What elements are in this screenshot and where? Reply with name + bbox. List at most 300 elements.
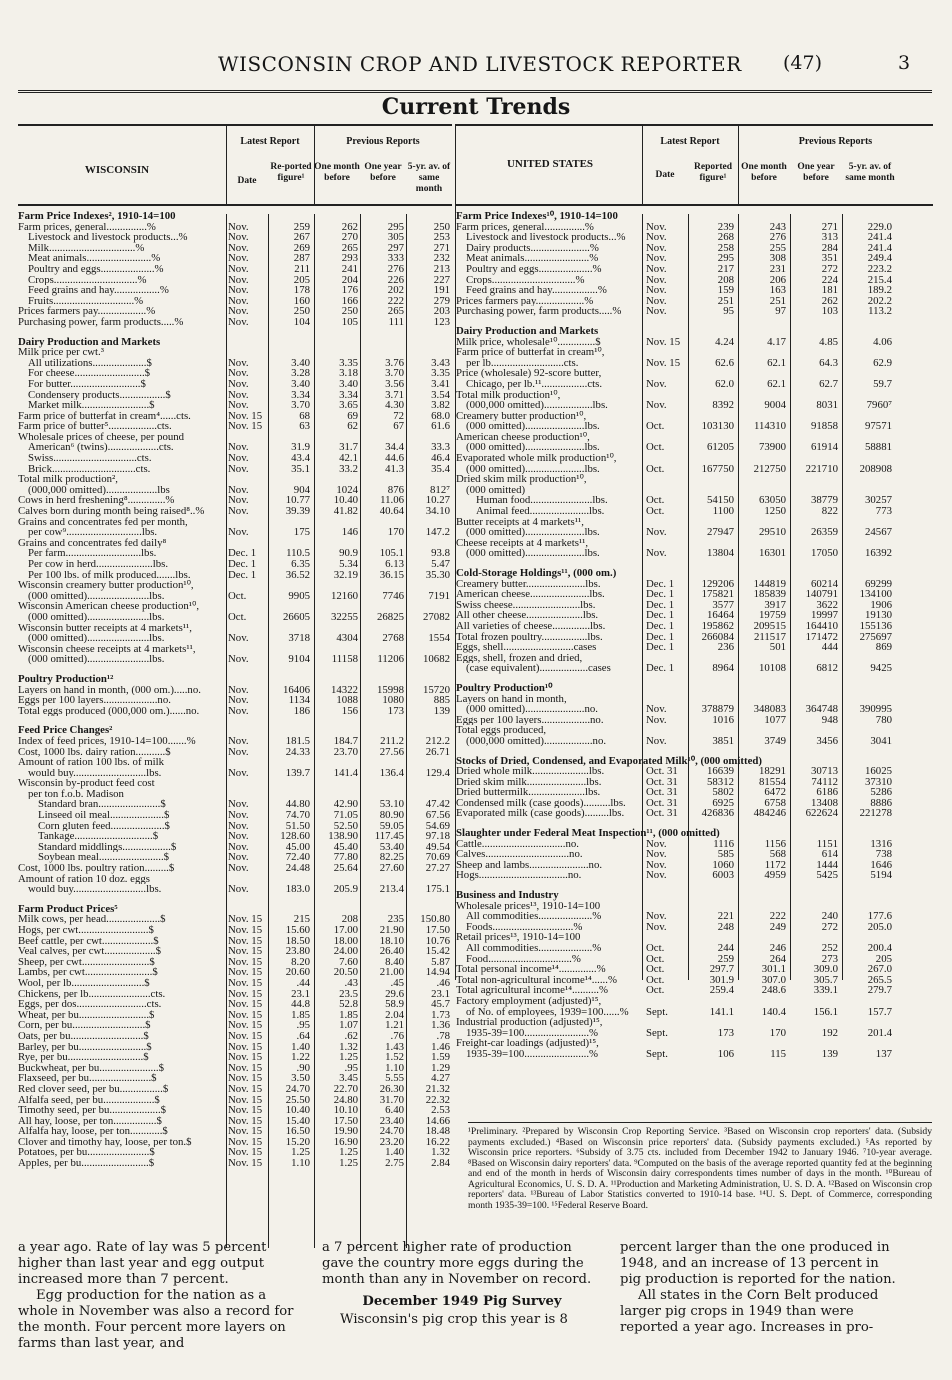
row-value: 21.90 — [379, 924, 404, 936]
row-value: 364748 — [805, 703, 838, 716]
row-value: 221710 — [805, 462, 838, 475]
row-label: Corn, per bu...........................$ — [18, 1020, 151, 1031]
row-label: 1935-39=100........................% — [466, 1027, 599, 1039]
row-date: Nov. — [228, 653, 249, 666]
table-row — [456, 485, 933, 496]
row-value: 231 — [769, 262, 786, 275]
row-date: Nov. 15 — [228, 998, 263, 1011]
section-title: Dairy Production and Markets — [18, 335, 161, 348]
row-value: 24.48 — [285, 862, 310, 875]
row-date: Dec. 1 — [228, 568, 257, 581]
row-value: .45 — [390, 976, 404, 989]
row-value: 58.9 — [385, 998, 404, 1011]
row-value: 301.9 — [709, 973, 734, 986]
row-label: Milk cows, per head....................$ — [18, 914, 166, 925]
row-label: Eggs, shell..........................cases — [456, 642, 597, 653]
row-date: Nov. 15 — [228, 924, 263, 936]
row-date: Nov. — [646, 837, 667, 850]
row-label: Grains and concentrates fed daily⁸ — [18, 537, 167, 549]
row-value: 1.29 — [431, 1061, 450, 1074]
row-date: Nov. — [228, 483, 249, 496]
row-value: 95 — [723, 305, 734, 318]
row-value: 156 — [341, 704, 358, 717]
row-value: 1134 — [288, 694, 310, 707]
row-label: Evaporated milk (case goods).........lbs. — [456, 808, 625, 820]
row-value: 36.15 — [379, 568, 404, 581]
row-label: All commodities....................% — [466, 943, 602, 954]
row-value: 246 — [769, 942, 786, 954]
row-value: 110.5 — [286, 547, 310, 560]
row-value: 181.5 — [285, 734, 310, 747]
row-value: 8.40 — [385, 955, 404, 968]
row-value: .95 — [344, 1061, 358, 1074]
row-value: 3.50 — [291, 1072, 310, 1085]
row-value: 1.46 — [431, 1040, 450, 1053]
row-value: 622624 — [805, 807, 838, 820]
table-row — [456, 285, 933, 296]
row-value: 252 — [821, 942, 838, 954]
row-value: 138.90 — [328, 830, 358, 843]
row-value: 876 — [387, 483, 404, 496]
table-row — [456, 474, 933, 485]
row-label: Total agricultural income¹⁴..........% — [456, 985, 608, 996]
row-value: 217 — [717, 262, 734, 275]
row-value: 202 — [387, 284, 404, 297]
row-label: Food...............................% — [466, 953, 581, 965]
row-date: Nov. — [646, 547, 667, 560]
row-value: 26359 — [811, 526, 838, 539]
row-value: 297.7 — [709, 963, 734, 976]
row-value: 201.4 — [867, 1026, 892, 1039]
row-value: 156.1 — [813, 1005, 838, 1018]
row-value: 41.3 — [385, 462, 404, 475]
row-value: 9905 — [288, 589, 310, 602]
row-value: 32.19 — [333, 568, 358, 581]
row-value: 35.30 — [425, 568, 450, 581]
row-value: 305.7 — [813, 973, 838, 986]
row-value: 67 — [393, 420, 404, 433]
row-value: 23.40 — [379, 1114, 404, 1127]
row-label: Corn gluten feed....................$ — [38, 820, 170, 832]
table-row — [18, 1158, 452, 1169]
row-value: 3.76 — [385, 356, 404, 369]
page-title: Current Trends — [381, 94, 571, 120]
row-value: 3.35 — [339, 356, 358, 369]
table-row — [456, 911, 933, 922]
row-date: Nov. 15 — [228, 913, 263, 926]
row-value: .90 — [296, 1061, 310, 1074]
row-value: 16464 — [707, 609, 734, 622]
row-date: Dec. 1 — [646, 662, 675, 675]
row-value: 275697 — [859, 630, 892, 643]
row-label: (000,000 omitted)...................lbs — [28, 484, 170, 496]
table-row — [456, 495, 933, 506]
table-row — [456, 777, 933, 788]
row-date: Nov. — [646, 734, 667, 747]
row-value: 97571 — [865, 420, 892, 433]
table-row — [456, 964, 933, 975]
row-value: .62 — [344, 1029, 358, 1042]
row-value: 2.04 — [385, 1008, 404, 1021]
row-value: 738 — [875, 848, 892, 861]
row-value: 141.1 — [709, 1005, 734, 1018]
row-value: 14.94 — [425, 966, 450, 979]
row-date: Nov. 15 — [646, 335, 681, 348]
row-value: 276 — [769, 231, 786, 244]
row-value: 25.50 — [285, 1093, 310, 1106]
row-date: Nov. — [646, 273, 667, 286]
row-label: Price (wholesale) 92-score butter, — [456, 368, 602, 379]
row-value: 21.00 — [379, 966, 404, 979]
row-value: 378879 — [701, 703, 734, 716]
row-value: 146 — [341, 526, 358, 539]
row-value: 333 — [387, 252, 404, 265]
row-label: Wisconsin cheese receipts at 4 markets¹¹, — [18, 643, 196, 655]
table-row — [18, 747, 452, 758]
row-value: 250 — [433, 220, 450, 233]
row-value: 5.87 — [431, 955, 450, 968]
row-label: Wisconsin by-product feed cost — [18, 778, 155, 789]
row-value: 284 — [821, 241, 838, 254]
row-date: Nov. — [228, 505, 249, 518]
row-value: 3749 — [764, 734, 786, 747]
previous-reports-header: Previous Reports — [798, 136, 873, 147]
row-value: 15998 — [377, 683, 404, 696]
row-label: Farm prices, general...............% — [456, 221, 594, 233]
row-value: 251 — [717, 294, 734, 307]
row-label: Poultry and eggs....................% — [28, 263, 164, 275]
row-date: Nov. — [228, 851, 249, 864]
row-value: 128.60 — [280, 830, 310, 843]
row-date: Oct. — [646, 942, 665, 954]
row-value: 1.85 — [291, 1008, 310, 1021]
table-row — [456, 442, 933, 453]
row-date: Nov. 15 — [228, 1072, 263, 1085]
row-value: 1.43 — [385, 1040, 404, 1053]
row-value: 780 — [875, 713, 892, 726]
row-value: 390995 — [859, 703, 892, 716]
row-date: Oct. — [646, 441, 665, 454]
row-value: 6.13 — [385, 558, 404, 570]
row-label: Eggs, per dos..........................cts. — [18, 999, 162, 1010]
row-value: 6.35 — [291, 558, 310, 570]
row-value: 6.40 — [385, 1104, 404, 1117]
row-value: 137 — [875, 1047, 892, 1060]
row-label: Farm price of butterfat in cream¹⁰, — [456, 347, 605, 358]
row-value: 171472 — [805, 630, 838, 643]
row-label: Rye, per bu............................$ — [18, 1052, 149, 1063]
row-value: 273 — [821, 952, 838, 965]
row-value: 5194 — [870, 869, 892, 882]
row-date: Nov. 15 — [228, 1114, 263, 1127]
row-date: Oct. — [646, 420, 665, 433]
row-value: 7960⁷ — [866, 399, 892, 412]
row-value: 31.70 — [379, 1093, 404, 1106]
row-date: Nov. — [228, 526, 249, 539]
publication-title: WISCONSIN CROP AND LIVESTOCK REPORTER — [218, 52, 742, 76]
row-date: Nov. 15 — [228, 409, 263, 422]
table-row — [456, 922, 933, 933]
row-value: 211 — [294, 262, 310, 275]
row-value: 1088 — [336, 694, 358, 707]
row-date: Nov. — [646, 252, 667, 265]
table-row — [456, 1017, 933, 1028]
table-row — [18, 527, 452, 538]
row-label: Lambs, per cwt.........................$ — [18, 967, 158, 978]
page-header — [18, 52, 932, 93]
row-date: Nov. — [228, 241, 249, 254]
row-value: 3.18 — [339, 367, 358, 380]
row-value: 9425 — [870, 662, 892, 675]
table-row — [18, 1084, 452, 1095]
row-value: 614 — [821, 848, 838, 861]
table-row — [18, 421, 452, 432]
row-date: Nov. — [228, 819, 249, 832]
row-date: Nov. — [646, 848, 667, 861]
row-value: 16392 — [865, 547, 892, 560]
row-value: 3.40 — [291, 377, 310, 390]
row-label: Retail prices¹³, 1910-14=100 — [456, 932, 581, 943]
reported-header: Re-ported figure¹ — [270, 162, 312, 183]
row-value: 221278 — [859, 807, 892, 820]
row-date: Sept. — [646, 1047, 668, 1060]
row-value: 23.70 — [333, 745, 358, 758]
row-label: Dried whole milk.....................lbs. — [456, 766, 605, 777]
row-value: 14.66 — [425, 1114, 450, 1127]
row-label: (000 omitted)......................lbs. — [466, 463, 600, 475]
row-value: 123 — [433, 315, 450, 328]
row-label: Total eggs produced, — [456, 725, 547, 736]
row-value: 69 — [347, 409, 358, 422]
row-value: 3.45 — [339, 1072, 358, 1085]
row-label: Total non-agricultural income¹⁴......% — [456, 974, 617, 986]
row-value: 240 — [821, 910, 838, 923]
row-value: 200.4 — [867, 942, 892, 954]
row-value: 62.6 — [715, 356, 734, 369]
row-value: 3.70 — [385, 367, 404, 380]
row-label: (000,000 omitted)..................no. — [466, 735, 607, 747]
row-label: Flaxseed, per bu.......................$ — [18, 1073, 157, 1084]
row-value: 35.1 — [291, 462, 310, 475]
row-value: 2.53 — [431, 1104, 450, 1117]
row-value: 106 — [717, 1047, 734, 1060]
row-value: 15.42 — [425, 945, 450, 958]
row-value: 71.05 — [333, 809, 358, 822]
row-value: 3.40 — [291, 356, 310, 369]
row-date: Nov. 15 — [228, 955, 263, 968]
row-value: 1.52 — [385, 1051, 404, 1064]
table-row — [18, 379, 452, 390]
row-value: 6812 — [816, 662, 838, 675]
row-value: 1024 — [336, 483, 358, 496]
row-value: .44 — [296, 976, 310, 989]
row-value: 114310 — [754, 420, 786, 433]
row-value: 113.2 — [868, 305, 892, 318]
row-value: 4959 — [764, 869, 786, 882]
row-value: 1.32 — [431, 1146, 450, 1159]
row-value: 22.32 — [425, 1093, 450, 1106]
row-label: Condensed milk (case goods)..........lbs. — [456, 797, 626, 809]
row-value: 209515 — [753, 619, 786, 632]
table-row — [456, 653, 933, 664]
table-row — [456, 527, 933, 538]
row-value: 203 — [433, 305, 450, 318]
row-label: Hogs.................................no. — [456, 870, 582, 882]
row-value: 115 — [770, 1047, 786, 1060]
row-value: 1.10 — [385, 1061, 404, 1074]
row-value: 226 — [387, 273, 404, 286]
row-value: 1060 — [712, 858, 734, 871]
row-value: 45.40 — [333, 840, 358, 853]
row-value: 103130 — [701, 420, 734, 433]
row-date: Nov. — [646, 220, 667, 233]
row-value: 175821 — [701, 588, 734, 601]
row-label: Factory employment (adjusted)¹⁵, — [456, 995, 602, 1007]
table-row — [456, 347, 933, 358]
row-label: Evaporated whole milk production¹⁰, — [456, 453, 617, 464]
row-value: 3.82 — [431, 399, 450, 412]
row-label: Industrial production (adjusted)¹⁵, — [456, 1017, 603, 1028]
row-value: 68 — [299, 409, 310, 422]
section-title: Farm Price Indexes¹⁰, 1910-14=100 — [456, 210, 618, 222]
row-value: 9104 — [288, 653, 310, 666]
row-label: Chicago, per lb.¹¹.................cts. — [466, 378, 603, 390]
row-value: 3851 — [712, 734, 734, 747]
row-date: Nov. — [646, 377, 667, 390]
row-value: 136.4 — [379, 766, 404, 779]
issue-number: (47) — [783, 52, 823, 74]
row-value: 236 — [717, 641, 734, 654]
row-value: 139 — [433, 704, 450, 717]
row-value: 22.70 — [333, 1082, 358, 1095]
row-label: All other cheese.....................lbs. — [456, 610, 599, 621]
row-label: Purchasing power, farm products.....% — [18, 316, 184, 328]
row-value: 61.6 — [431, 420, 450, 433]
row-label: Dried skim milk production¹⁰, — [456, 474, 587, 485]
row-date: Nov. 15 — [228, 1125, 263, 1138]
table-row — [456, 368, 933, 379]
row-date: Nov. — [228, 694, 249, 707]
row-label: Alfalfa seed, per bu...................$ — [18, 1094, 160, 1106]
paragraph: All states in the Corn Belt produced larger pig crops in 1949 than were reported a year ago. Increases in pro- — [620, 1288, 879, 1335]
row-date: Nov. — [228, 231, 249, 244]
row-value: 1.59 — [431, 1051, 450, 1064]
row-label: For butter..........................$ — [28, 378, 146, 390]
row-value: 51.50 — [285, 819, 310, 832]
row-label: Farm prices, general...............% — [18, 221, 156, 233]
row-date: Nov. — [228, 830, 249, 843]
row-label: Amount of ration 100 lbs. of milk — [18, 757, 165, 768]
row-label: 1935-39=100........................% — [466, 1048, 599, 1060]
row-label: Milk price, wholesale¹⁰..............$ — [456, 336, 601, 348]
row-value: 9004 — [764, 399, 786, 412]
row-value: 97.18 — [425, 830, 450, 843]
row-value: 3041 — [870, 734, 892, 747]
row-label: Cows in herd freshening⁸..............% — [18, 495, 175, 507]
row-value: 211517 — [754, 630, 786, 643]
row-value: 259.4 — [709, 984, 734, 997]
row-label: (000 omitted).......................lbs. — [28, 611, 165, 623]
row-value: 39.39 — [285, 505, 310, 518]
row-value: 3456 — [816, 734, 838, 747]
row-value: 15.40 — [285, 1114, 310, 1127]
table-row — [456, 1028, 933, 1039]
row-value: 4.27 — [431, 1072, 450, 1085]
row-value: .64 — [296, 1029, 310, 1042]
row-value: 54.69 — [425, 819, 450, 832]
row-label: (000 omitted)......................lbs. — [466, 421, 600, 432]
row-value: 812⁷ — [430, 483, 450, 496]
row-value: 266084 — [701, 630, 734, 643]
row-label: (000 omitted)......................lbs. — [466, 442, 600, 454]
table-row — [456, 932, 933, 943]
row-date: Nov. — [228, 766, 249, 779]
row-label: Freight-car loadings (adjusted)¹⁵, — [456, 1038, 599, 1049]
row-date: Nov. — [228, 377, 249, 390]
row-date: Dec. 1 — [646, 577, 675, 590]
row-value: 1.85 — [339, 1008, 358, 1021]
row-value: 93.8 — [431, 547, 450, 560]
row-value: 24.33 — [285, 745, 310, 758]
row-value: 17.00 — [333, 924, 358, 936]
row-label: Barley, per bu.........................$ — [18, 1041, 152, 1053]
row-value: 157.7 — [867, 1005, 892, 1018]
row-value: 52.50 — [333, 819, 358, 832]
row-date: Dec. 1 — [228, 547, 257, 560]
row-value: 14322 — [331, 683, 358, 696]
row-value: 23.1 — [291, 987, 310, 1000]
row-value: 173 — [387, 704, 404, 717]
row-value: 45.00 — [285, 840, 310, 853]
table-row — [456, 538, 933, 549]
row-value: 10.27 — [425, 494, 450, 507]
row-value: 25.64 — [333, 862, 358, 875]
row-value: 36.52 — [285, 568, 310, 581]
row-value: 191 — [433, 284, 450, 297]
row-value: 21.32 — [425, 1082, 450, 1095]
row-label: Linseed oil meal....................$ — [38, 810, 170, 821]
row-value: 27082 — [423, 610, 450, 623]
table-row — [456, 985, 933, 996]
row-date: Nov. 15 — [228, 1157, 263, 1170]
row-value: 568 — [769, 848, 786, 861]
section-title: Poultry Production¹⁰ — [456, 681, 553, 694]
paragraph: Egg production for the nation as a whole in November was also a record for the month. Four percent more layers on farms than last year, and — [18, 1288, 294, 1351]
row-value: 348083 — [753, 703, 786, 716]
row-value: 38779 — [811, 494, 838, 507]
table-row — [456, 632, 933, 643]
row-value: 82.25 — [379, 851, 404, 864]
table-row — [18, 736, 452, 747]
table-row — [18, 978, 452, 989]
row-label: Total frozen poultry.................lbs. — [456, 631, 603, 643]
row-label: Per 100 lbs. of milk produced.......lbs. — [28, 569, 191, 581]
row-value: 1100 — [712, 505, 734, 518]
row-label: Apples, per bu.........................$ — [18, 1158, 155, 1169]
row-value: 61914 — [811, 441, 838, 454]
row-date: Nov. — [646, 305, 667, 318]
row-value: 1.25 — [291, 1146, 310, 1159]
section-heading: December 1949 Pig Survey — [362, 1294, 562, 1309]
row-value: 3.34 — [339, 388, 358, 401]
table-row — [456, 901, 933, 912]
row-label: Creamery butter......................lbs. — [456, 578, 601, 590]
row-value: 3.56 — [385, 377, 404, 390]
row-value: 212750 — [753, 462, 786, 475]
row-value: 159 — [717, 284, 734, 297]
table-row — [456, 954, 933, 965]
row-value: 265.5 — [867, 973, 892, 986]
